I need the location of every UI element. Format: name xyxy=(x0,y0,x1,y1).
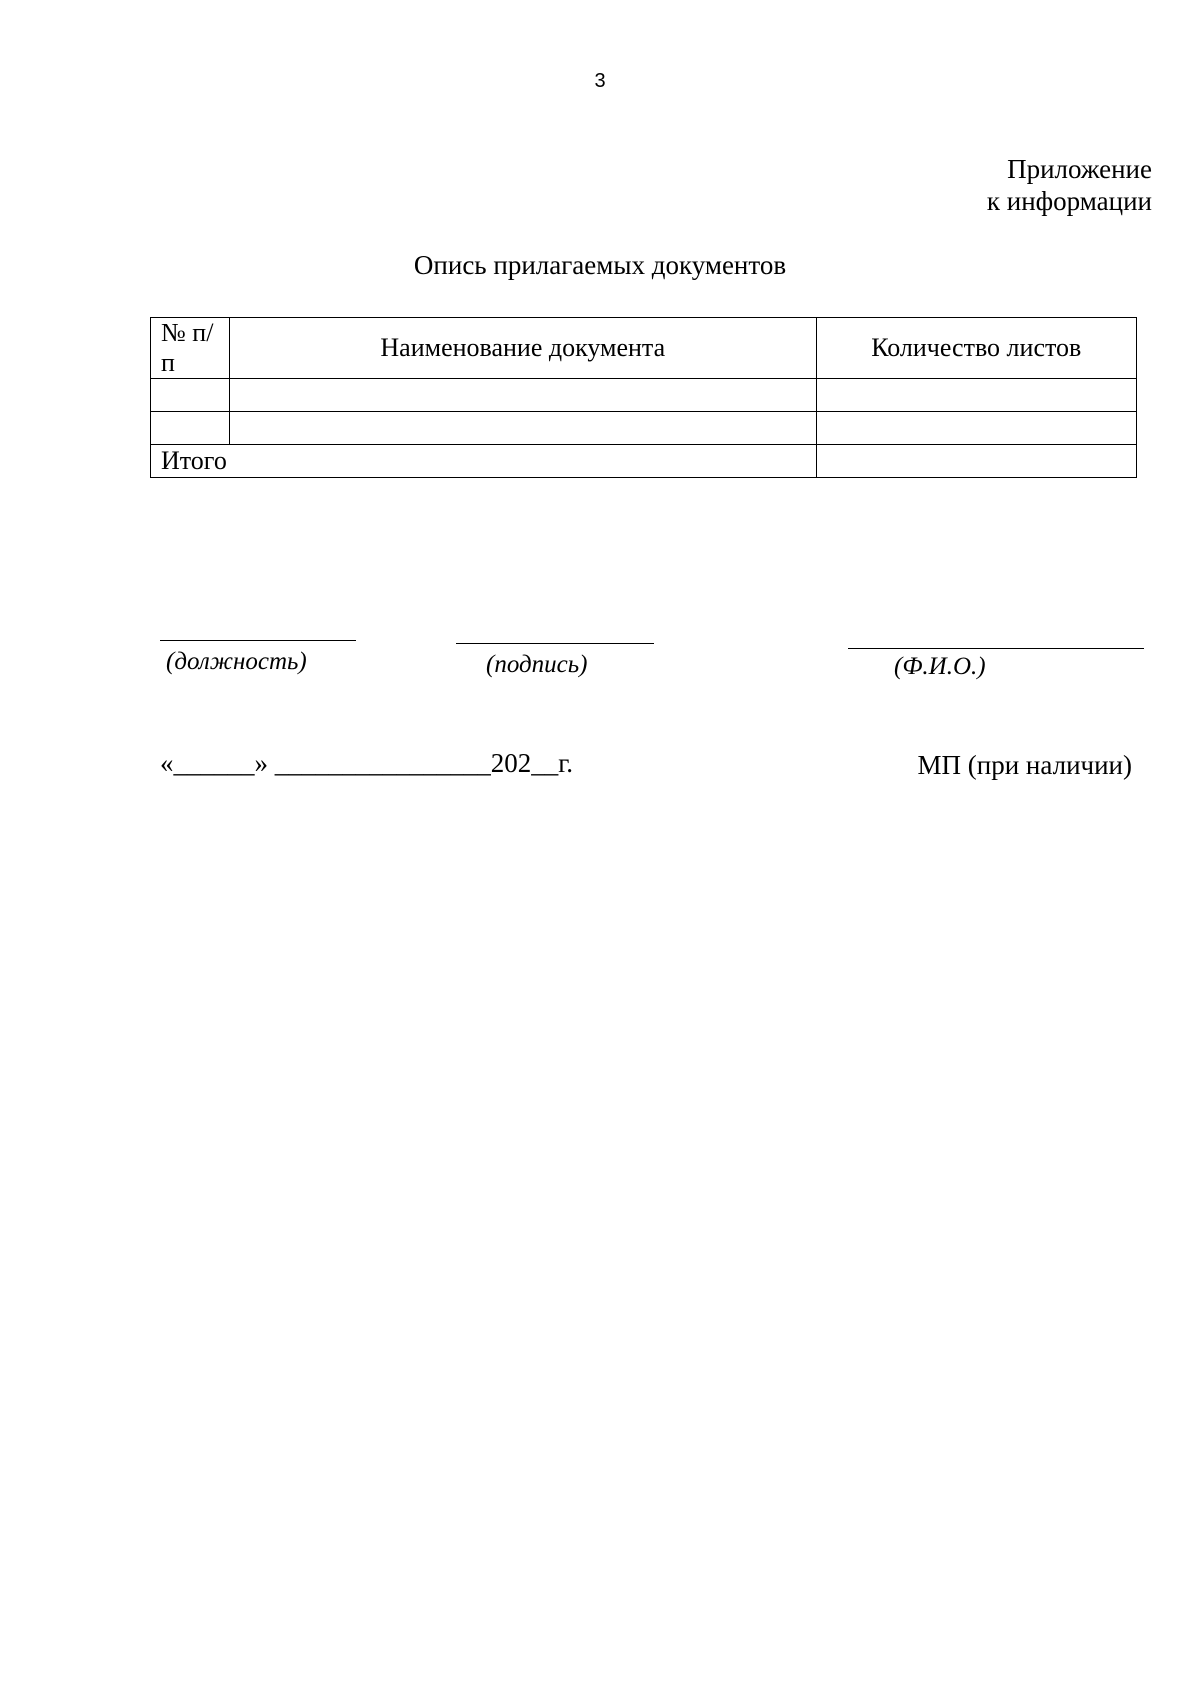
cell-document-name[interactable] xyxy=(230,379,816,412)
appendix-note xyxy=(987,153,1152,217)
page-number: 3 xyxy=(594,70,606,92)
name-caption: (Ф.И.О.) xyxy=(894,653,986,680)
cell-sheet-count[interactable] xyxy=(816,412,1136,445)
appendix-line-2: к информации xyxy=(986,186,1152,216)
header-document-name: Наименование документа xyxy=(230,318,816,379)
table-header-row xyxy=(151,318,1137,379)
cell-number[interactable] xyxy=(151,412,230,445)
stamp-placeholder: МП (при наличии) xyxy=(917,750,1132,780)
date-field[interactable]: «______» ________________202__г. xyxy=(160,748,574,778)
cell-number[interactable] xyxy=(151,379,230,412)
table-row xyxy=(151,379,1137,412)
total-value[interactable] xyxy=(816,445,1136,478)
document-title: Опись прилагаемых документов xyxy=(413,250,787,280)
total-label: Итого xyxy=(151,445,817,478)
signature-line[interactable] xyxy=(456,643,654,644)
appendix-line-1: Приложение xyxy=(1007,154,1152,184)
cell-document-name[interactable] xyxy=(230,412,816,445)
header-sheet-count: Количество листов xyxy=(816,318,1136,379)
position-caption: (должность) xyxy=(166,648,307,675)
table-row xyxy=(151,412,1137,445)
header-number: № п/п xyxy=(151,318,230,379)
table-total-row xyxy=(151,445,1137,478)
signature-caption: (подпись) xyxy=(486,651,588,678)
position-line[interactable] xyxy=(160,640,356,641)
cell-sheet-count[interactable] xyxy=(816,379,1136,412)
name-line[interactable] xyxy=(848,648,1144,649)
documents-inventory-table xyxy=(150,317,1137,478)
